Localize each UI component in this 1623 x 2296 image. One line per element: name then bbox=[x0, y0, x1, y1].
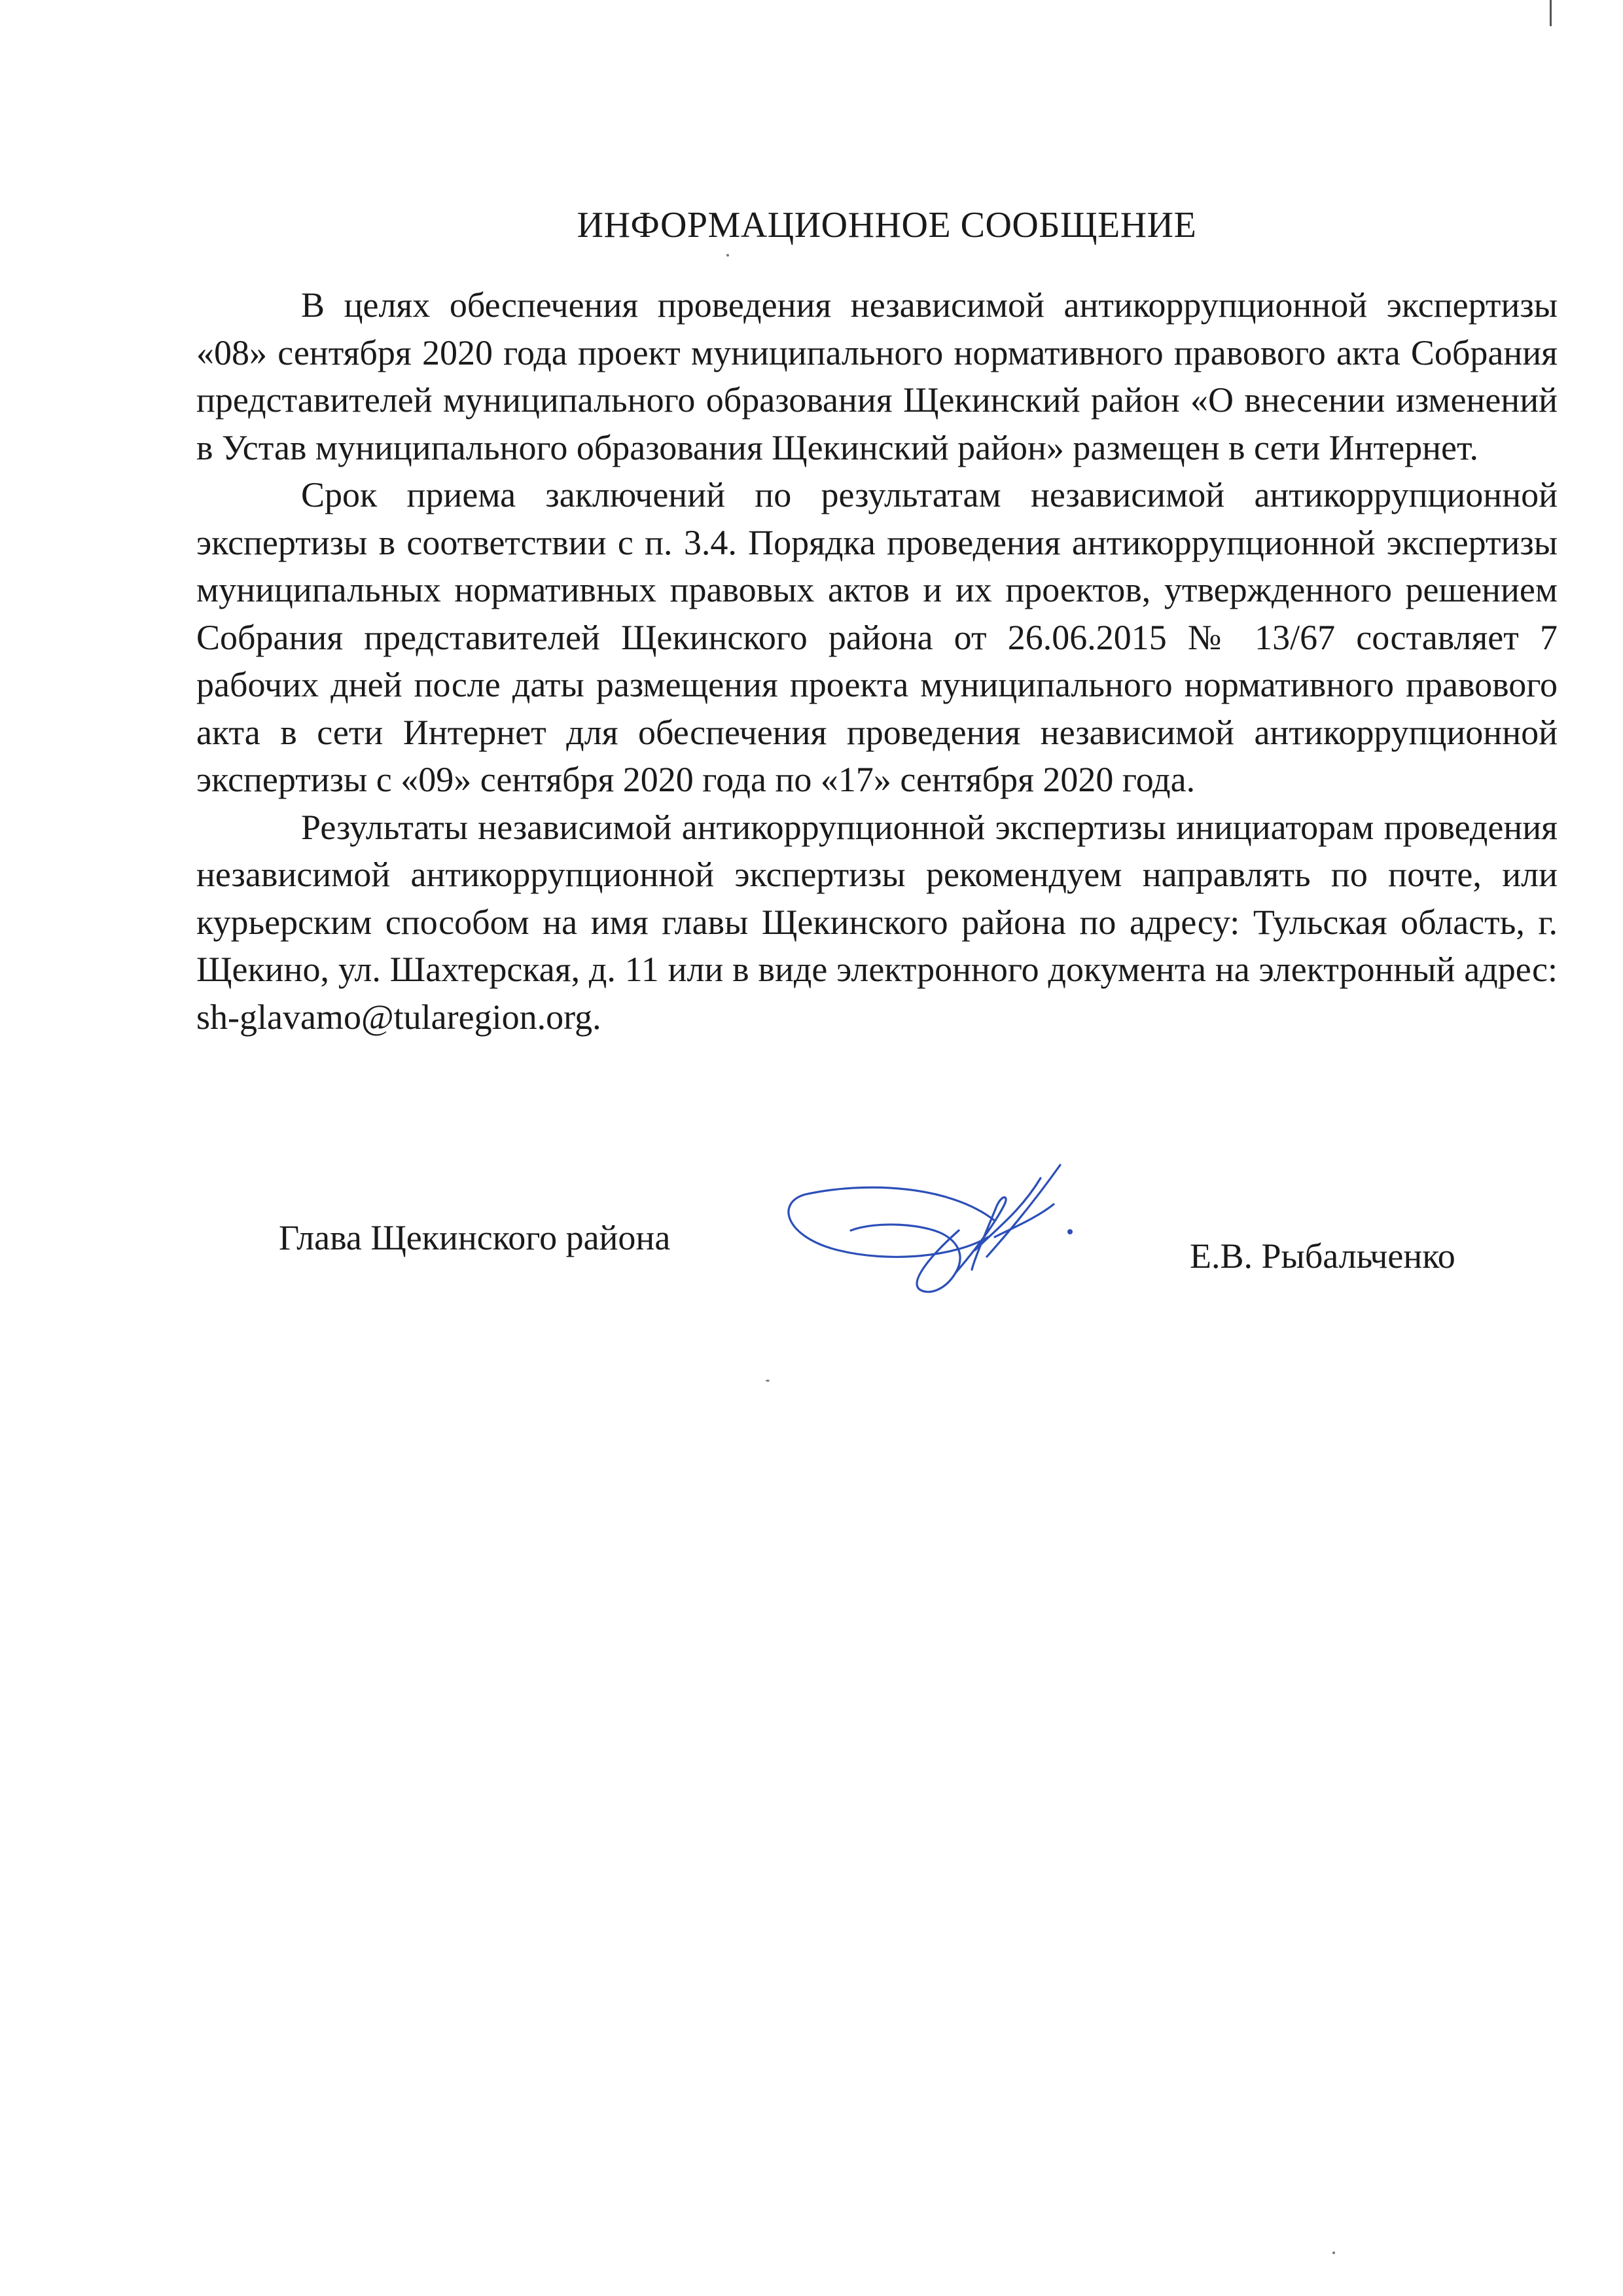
paragraph-publication-notice: В целях обеспечения проведения независимой антикоррупционной экспертизы «08» сентября 2020 года проект муниципального нормативного правового акта Собрания представителей муниципального образования Щекинский район «О внесении изменений в Устав муниципального образования Щекинский район» размещен в сети Интернет. bbox=[196, 285, 1558, 467]
scan-edge-mark bbox=[1550, 0, 1552, 26]
signer-name: Е.В. Рыбальченко bbox=[1190, 1236, 1455, 1276]
scan-speck bbox=[726, 254, 729, 257]
signer-position: Глава Щекинского района bbox=[279, 1218, 671, 1257]
paragraph-submission-period: Срок приема заключений по результатам независимой антикоррупционной экспертизы в соответствии с п. 3.4. Порядка проведения антикоррупционной экспертизы муниципальных нормативных правовых актов и их проектов, утвержденного решением Собрания представителей Щекинского района от 26.06.2015 № 13/67 составляет 7 рабочих дней после даты размещения проекта муниципального нормативного правового акта в сети Интернет для обеспечения проведения независимой антикоррупционной экспертизы с «09» сентября 2020 года по «17» сентября 2020 года. bbox=[196, 475, 1558, 799]
handwritten-signature bbox=[779, 1158, 1145, 1309]
paragraph-submission-address: Результаты независимой антикоррупционной экспертизы инициаторам проведения независимой антикоррупционной экспертизы рекомендуем направлять по почте, или курьерским способом на имя главы Щекинского района по адресу: Тульская область, г. Щекино, ул. Шахтерская, д. 11 или в виде электронного документа на электронный адрес: sh-glavamo@tularegion.org. bbox=[196, 807, 1558, 1037]
scan-speck bbox=[1332, 2251, 1335, 2254]
document-body bbox=[196, 281, 1558, 1041]
signature-block bbox=[0, 1158, 1623, 1329]
document-title: ИНФОРМАЦИОННОЕ СООБЩЕНИЕ bbox=[577, 205, 1197, 245]
scan-speck bbox=[766, 1380, 770, 1382]
